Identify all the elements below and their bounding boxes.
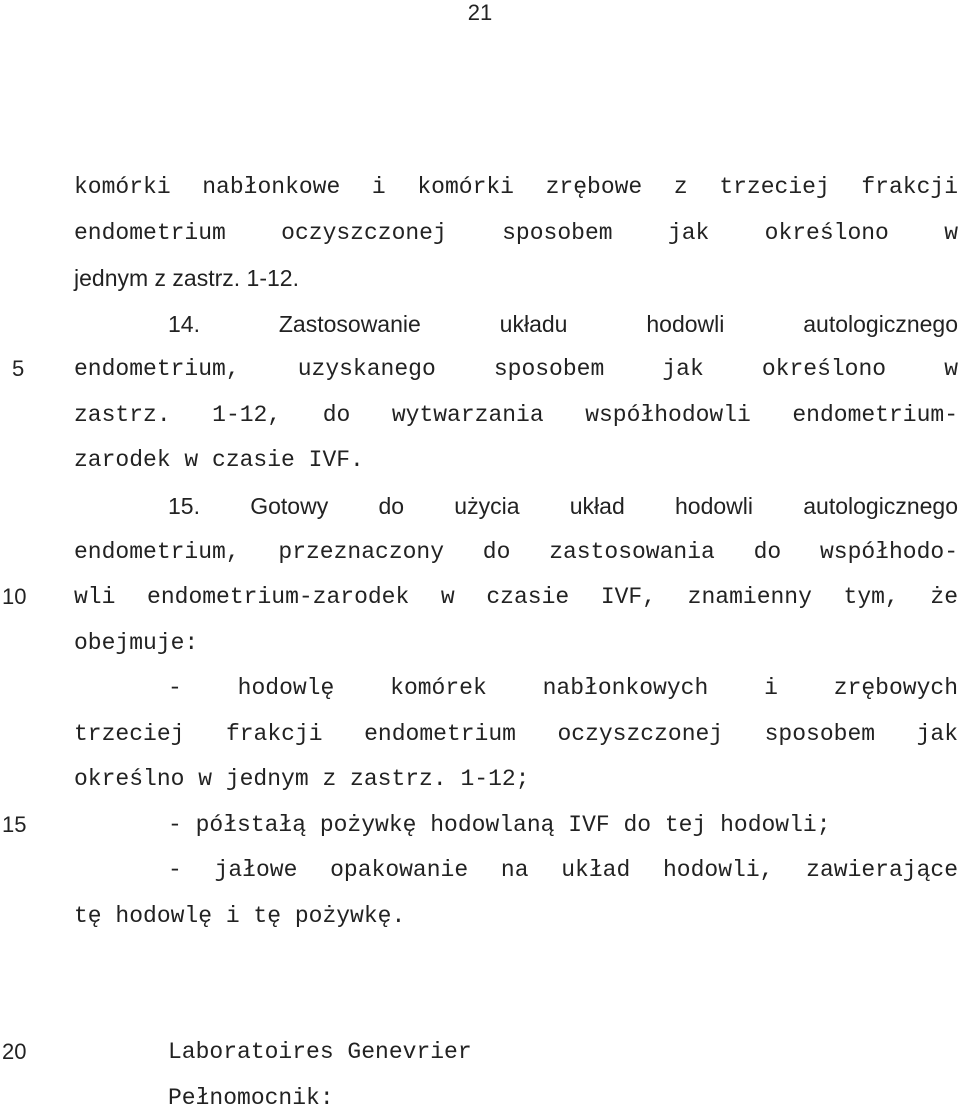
text-line: komórki nabłonkowe i komórki zrębowe z trzeciej frakcji: [74, 174, 958, 200]
margin-line-number: 15: [2, 812, 27, 837]
text-line: trzeciej frakcji endometrium oczyszczonej sposobem jak: [74, 721, 958, 747]
list-item: - jałowe opakowanie na układ hodowli, zawierające: [168, 857, 958, 883]
signature-company: Laboratoires Genevrier: [168, 1039, 472, 1065]
margin-line-number: 10: [2, 584, 27, 609]
text-line: endometrium, uzyskanego sposobem jak określono w: [74, 356, 958, 382]
text-line: jednym z zastrz. 1-12.: [74, 265, 299, 291]
text-line: endometrium, przeznaczony do zastosowania do współhodo-: [74, 539, 958, 565]
page-number: 21: [467, 0, 493, 25]
list-item: - półstałą pożywkę hodowlaną IVF do tej hodowli;: [168, 812, 831, 838]
text-line: zastrz. 1-12, do wytwarzania współhodowli endometrium-: [74, 402, 958, 428]
text-line: zarodek w czasie IVF.: [74, 447, 364, 473]
margin-line-number: 5: [12, 356, 25, 381]
claim-14-heading: 14. Zastosowanie układu hodowli autologicznego: [168, 311, 958, 337]
margin-line-number: 20: [2, 1039, 27, 1064]
text-line: tę hodowlę i tę pożywkę.: [74, 903, 406, 929]
list-item: - hodowlę komórek nabłonkowych i zrębowych: [168, 675, 958, 701]
claim-15-heading: 15. Gotowy do użycia układ hodowli autologicznego: [168, 493, 958, 519]
text-line: obejmuje:: [74, 630, 199, 656]
text-line: endometrium oczyszczonej sposobem jak określono w: [74, 220, 958, 246]
text-line: wli endometrium-zarodek w czasie IVF, znamienny tym, że: [74, 584, 958, 610]
signature-role: Pełnomocnik:: [168, 1085, 334, 1111]
text-line: określno w jednym z zastrz. 1-12;: [74, 766, 530, 792]
